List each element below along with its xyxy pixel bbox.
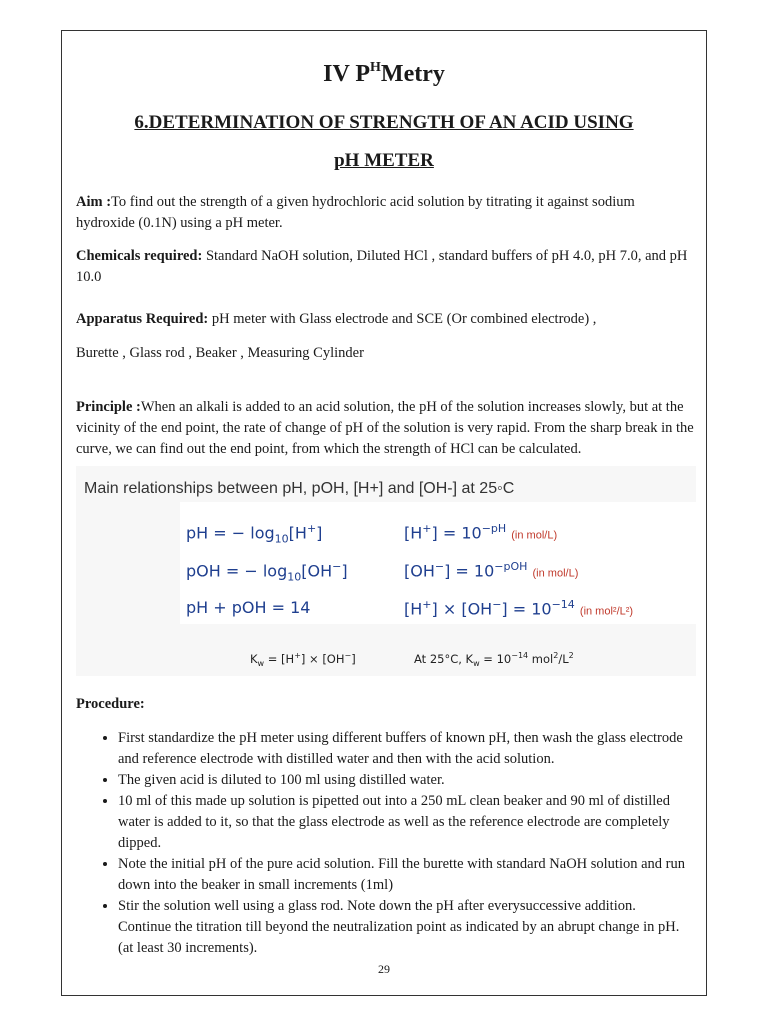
experiment-heading-line1: 6.DETERMINATION OF STRENGTH OF AN ACID USING [134, 112, 634, 133]
experiment-heading-line2: pH METER [334, 150, 434, 171]
procedure-heading: Procedure: [76, 696, 145, 712]
page-number: 29 [378, 962, 390, 976]
procedure-step: • Note the initial pH of the pure acid solution. Fill the burette with standard NaOH solution and run down into the beaker in small increments (1ml) [118, 854, 688, 896]
ion-product-equation: $[H^+] \times [OH^-] = 10^{-14}$ (in mol²/L²) [404, 598, 634, 619]
poh-definition-equation: pOH = − $\log_{10}[OH^-]$ [186, 560, 348, 584]
procedure-steps [76, 728, 688, 959]
apparatus-line2: Burette , Glass rod , Beaker , Measuring Cylinder [76, 345, 364, 361]
kw-value-at-25c: At 25°C, $K_w = 10^{-14}$ $mol^2/L^2$ [414, 651, 574, 669]
h-concentration-equation: $[H^+] = 10^{-pH}$ (in mol/L) [404, 522, 558, 543]
ph-poh-sum-equation: pH + pOH = 14 [186, 598, 311, 617]
aim-paragraph: Aim :To find out the strength of a given hydrochloric acid solution by titrating it against sodium hydroxide (0.1N) using a pH meter. [76, 194, 635, 231]
relationships-figure [76, 466, 696, 676]
kw-definition: $K_w = [H^+] \times [OH^-]$ [250, 651, 356, 669]
oh-concentration-equation: $[OH^-] = 10^{-pOH}$ (in mol/L) [404, 560, 579, 581]
principle-paragraph: Principle :When an alkali is added to an acid solution, the pH of the solution increases slowly, but at the vicinity of the end point, the rate of change of pH of the solution is very rapid. From the sharp break in the curve, we can find out the end point, from which the strength of HCl can be calculated. [76, 399, 694, 457]
chemicals-paragraph: Chemicals required: Standard NaOH solution, Diluted HCl , standard buffers of pH 4.0, pH 7.0, and pH 10.0 [76, 248, 688, 285]
procedure-step: • 10 ml of this made up solution is pipetted out into a 250 mL clean beaker and 90 ml of distilled water is added to it, so that the glass electrode as well as the reference electrode are completely dipped. [118, 791, 688, 854]
apparatus-paragraph: Apparatus Required: pH meter with Glass electrode and SCE (Or combined electrode) , [76, 311, 597, 327]
ph-definition-equation: pH = − $\log_{10}[H^+]$ [186, 522, 323, 546]
procedure-step: • The given acid is diluted to 100 ml using distilled water. [118, 770, 688, 791]
relationships-title: Main relationships between pH, pOH, [H+] and [OH-] at 25◦C [84, 480, 515, 497]
equations-panel [180, 502, 696, 624]
procedure-step: • Stir the solution well using a glass rod. Note down the pH after everysuccessive addition. Continue the titration till beyond the neutralization point as indicated by an abrupt change in pH. (at least 30 increments). [118, 896, 688, 959]
page-title: IV $P^HMetry$ [323, 60, 445, 87]
procedure-step: • First standardize the pH meter using different buffers of known pH, then wash the glass electrode and reference electrode with distilled water and then with the acid solution. [118, 728, 688, 770]
